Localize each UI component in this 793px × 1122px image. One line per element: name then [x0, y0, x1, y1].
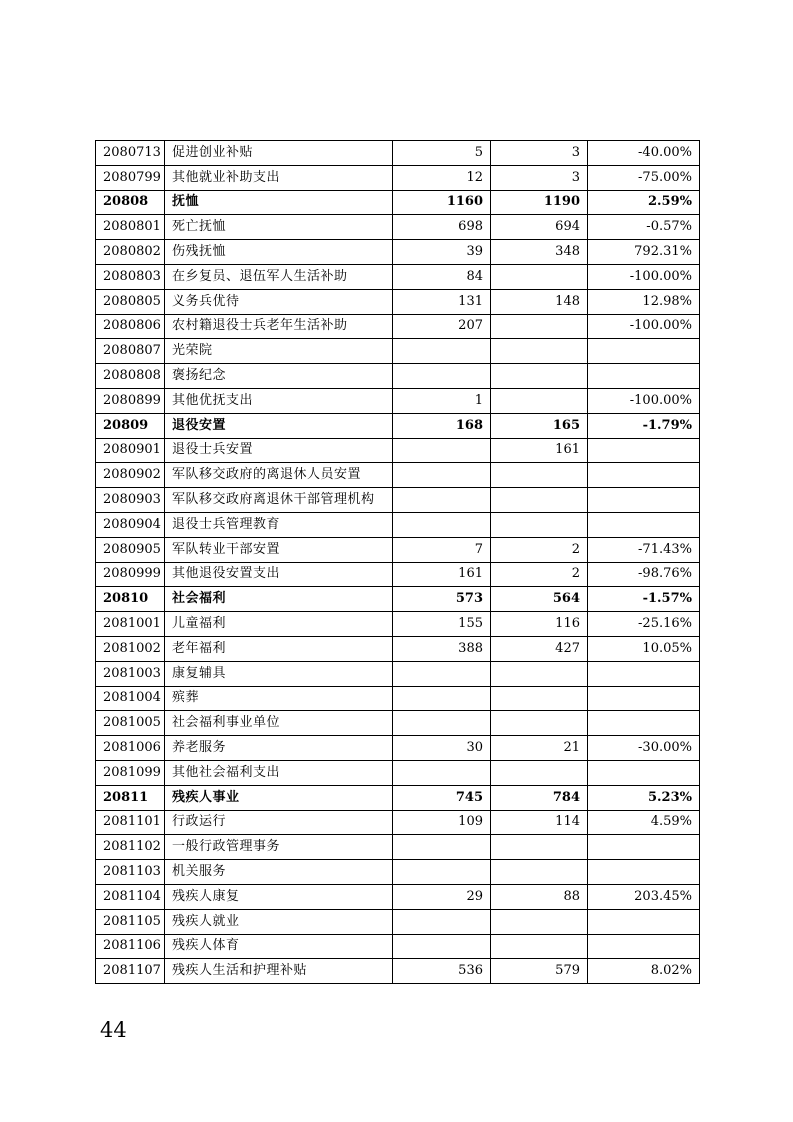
current-value-cell	[491, 463, 588, 488]
change-percent-cell: -1.79%	[588, 413, 700, 438]
name-cell: 养老服务	[165, 736, 393, 761]
name-cell: 残疾人体育	[165, 934, 393, 959]
current-value-cell: 21	[491, 736, 588, 761]
current-value-cell: 427	[491, 636, 588, 661]
table-row	[96, 463, 700, 488]
table-row	[96, 512, 700, 537]
prior-value-cell	[393, 860, 491, 885]
code-cell: 2080807	[96, 339, 165, 364]
code-cell: 2081106	[96, 934, 165, 959]
change-percent-cell	[588, 488, 700, 513]
change-percent-cell: 203.45%	[588, 884, 700, 909]
code-cell: 2081003	[96, 661, 165, 686]
table-row	[96, 364, 700, 389]
name-cell: 光荣院	[165, 339, 393, 364]
change-percent-cell: -98.76%	[588, 562, 700, 587]
name-cell: 残疾人生活和护理补贴	[165, 959, 393, 984]
name-cell: 儿童福利	[165, 612, 393, 637]
name-cell: 军队移交政府离退休干部管理机构	[165, 488, 393, 513]
prior-value-cell: 536	[393, 959, 491, 984]
change-percent-cell: 792.31%	[588, 240, 700, 265]
change-percent-cell: 8.02%	[588, 959, 700, 984]
table-row	[96, 686, 700, 711]
change-percent-cell: -40.00%	[588, 141, 700, 166]
name-cell: 退役士兵管理教育	[165, 512, 393, 537]
name-cell: 其他社会福利支出	[165, 760, 393, 785]
current-value-cell	[491, 760, 588, 785]
change-percent-cell	[588, 860, 700, 885]
current-value-cell: 2	[491, 537, 588, 562]
change-percent-cell: -75.00%	[588, 165, 700, 190]
prior-value-cell: 84	[393, 264, 491, 289]
code-cell: 20808	[96, 190, 165, 215]
name-cell: 死亡抚恤	[165, 215, 393, 240]
name-cell: 殡葬	[165, 686, 393, 711]
current-value-cell	[491, 860, 588, 885]
table-row	[96, 314, 700, 339]
code-cell: 2080806	[96, 314, 165, 339]
change-percent-cell: -100.00%	[588, 314, 700, 339]
code-cell: 20810	[96, 587, 165, 612]
current-value-cell	[491, 388, 588, 413]
change-percent-cell: -100.00%	[588, 388, 700, 413]
prior-value-cell: 30	[393, 736, 491, 761]
change-percent-cell: -30.00%	[588, 736, 700, 761]
current-value-cell	[491, 835, 588, 860]
page-number: 44	[100, 1018, 127, 1042]
current-value-cell: 694	[491, 215, 588, 240]
code-cell: 2081005	[96, 711, 165, 736]
prior-value-cell	[393, 661, 491, 686]
table-row	[96, 165, 700, 190]
category-row	[96, 413, 700, 438]
prior-value-cell: 207	[393, 314, 491, 339]
change-percent-cell	[588, 364, 700, 389]
code-cell: 2080901	[96, 438, 165, 463]
change-percent-cell	[588, 711, 700, 736]
change-percent-cell	[588, 438, 700, 463]
prior-value-cell: 29	[393, 884, 491, 909]
code-cell: 2081101	[96, 810, 165, 835]
current-value-cell: 3	[491, 165, 588, 190]
table-row	[96, 959, 700, 984]
current-value-cell: 114	[491, 810, 588, 835]
code-cell: 2080802	[96, 240, 165, 265]
name-cell: 褒扬纪念	[165, 364, 393, 389]
prior-value-cell	[393, 488, 491, 513]
change-percent-cell: 12.98%	[588, 289, 700, 314]
code-cell: 20809	[96, 413, 165, 438]
prior-value-cell: 573	[393, 587, 491, 612]
prior-value-cell	[393, 686, 491, 711]
name-cell: 一般行政管理事务	[165, 835, 393, 860]
name-cell: 军队移交政府的离退休人员安置	[165, 463, 393, 488]
prior-value-cell	[393, 760, 491, 785]
current-value-cell: 3	[491, 141, 588, 166]
current-value-cell	[491, 686, 588, 711]
table-row	[96, 264, 700, 289]
category-row	[96, 785, 700, 810]
name-cell: 义务兵优待	[165, 289, 393, 314]
current-value-cell	[491, 711, 588, 736]
change-percent-cell: -71.43%	[588, 537, 700, 562]
change-percent-cell	[588, 686, 700, 711]
change-percent-cell: 2.59%	[588, 190, 700, 215]
change-percent-cell: 4.59%	[588, 810, 700, 835]
current-value-cell	[491, 314, 588, 339]
current-value-cell	[491, 661, 588, 686]
name-cell: 老年福利	[165, 636, 393, 661]
code-cell: 2081105	[96, 909, 165, 934]
current-value-cell: 116	[491, 612, 588, 637]
table-row	[96, 934, 700, 959]
table-row	[96, 636, 700, 661]
prior-value-cell	[393, 711, 491, 736]
category-row	[96, 190, 700, 215]
current-value-cell: 348	[491, 240, 588, 265]
change-percent-cell	[588, 661, 700, 686]
table-row	[96, 537, 700, 562]
current-value-cell: 579	[491, 959, 588, 984]
table-row	[96, 289, 700, 314]
code-cell: 2081103	[96, 860, 165, 885]
name-cell: 残疾人就业	[165, 909, 393, 934]
current-value-cell	[491, 264, 588, 289]
current-value-cell	[491, 909, 588, 934]
change-percent-cell	[588, 339, 700, 364]
name-cell: 其他退役安置支出	[165, 562, 393, 587]
current-value-cell: 88	[491, 884, 588, 909]
prior-value-cell	[393, 339, 491, 364]
category-row	[96, 587, 700, 612]
change-percent-cell: -25.16%	[588, 612, 700, 637]
prior-value-cell: 388	[393, 636, 491, 661]
table-row	[96, 240, 700, 265]
prior-value-cell: 155	[393, 612, 491, 637]
name-cell: 社会福利	[165, 587, 393, 612]
change-percent-cell	[588, 512, 700, 537]
table-row	[96, 562, 700, 587]
current-value-cell	[491, 934, 588, 959]
table-row	[96, 736, 700, 761]
prior-value-cell	[393, 463, 491, 488]
code-cell: 2080801	[96, 215, 165, 240]
name-cell: 抚恤	[165, 190, 393, 215]
prior-value-cell	[393, 364, 491, 389]
prior-value-cell: 1	[393, 388, 491, 413]
change-percent-cell: 5.23%	[588, 785, 700, 810]
prior-value-cell: 39	[393, 240, 491, 265]
prior-value-cell: 131	[393, 289, 491, 314]
prior-value-cell: 1160	[393, 190, 491, 215]
change-percent-cell: -0.57%	[588, 215, 700, 240]
current-value-cell	[491, 364, 588, 389]
current-value-cell: 1190	[491, 190, 588, 215]
name-cell: 机关服务	[165, 860, 393, 885]
code-cell: 2080903	[96, 488, 165, 513]
table-row	[96, 215, 700, 240]
table-row	[96, 388, 700, 413]
name-cell: 退役士兵安置	[165, 438, 393, 463]
code-cell: 2080803	[96, 264, 165, 289]
code-cell: 2080902	[96, 463, 165, 488]
prior-value-cell: 161	[393, 562, 491, 587]
budget-table-body	[96, 141, 700, 984]
current-value-cell: 2	[491, 562, 588, 587]
table-row	[96, 760, 700, 785]
code-cell: 2080808	[96, 364, 165, 389]
change-percent-cell	[588, 835, 700, 860]
code-cell: 2081099	[96, 760, 165, 785]
prior-value-cell: 12	[393, 165, 491, 190]
change-percent-cell	[588, 909, 700, 934]
code-cell: 2081004	[96, 686, 165, 711]
current-value-cell: 148	[491, 289, 588, 314]
current-value-cell: 161	[491, 438, 588, 463]
prior-value-cell	[393, 835, 491, 860]
change-percent-cell: 10.05%	[588, 636, 700, 661]
table-row	[96, 884, 700, 909]
current-value-cell	[491, 512, 588, 537]
table-row	[96, 141, 700, 166]
code-cell: 2081102	[96, 835, 165, 860]
name-cell: 伤残抚恤	[165, 240, 393, 265]
table-row	[96, 810, 700, 835]
code-cell: 2080899	[96, 388, 165, 413]
code-cell: 2081002	[96, 636, 165, 661]
prior-value-cell	[393, 909, 491, 934]
code-cell: 2081104	[96, 884, 165, 909]
change-percent-cell: -100.00%	[588, 264, 700, 289]
name-cell: 军队转业干部安置	[165, 537, 393, 562]
table-row	[96, 860, 700, 885]
prior-value-cell: 745	[393, 785, 491, 810]
change-percent-cell	[588, 934, 700, 959]
table-row	[96, 438, 700, 463]
current-value-cell: 784	[491, 785, 588, 810]
code-cell: 2081107	[96, 959, 165, 984]
table-row	[96, 339, 700, 364]
table-row	[96, 612, 700, 637]
code-cell: 20811	[96, 785, 165, 810]
prior-value-cell: 698	[393, 215, 491, 240]
name-cell: 残疾人事业	[165, 785, 393, 810]
prior-value-cell: 109	[393, 810, 491, 835]
table-row	[96, 488, 700, 513]
change-percent-cell	[588, 760, 700, 785]
prior-value-cell	[393, 438, 491, 463]
code-cell: 2080713	[96, 141, 165, 166]
name-cell: 社会福利事业单位	[165, 711, 393, 736]
table-row	[96, 711, 700, 736]
prior-value-cell: 168	[393, 413, 491, 438]
table-row	[96, 661, 700, 686]
code-cell: 2080799	[96, 165, 165, 190]
name-cell: 行政运行	[165, 810, 393, 835]
code-cell: 2080904	[96, 512, 165, 537]
code-cell: 2080999	[96, 562, 165, 587]
current-value-cell	[491, 488, 588, 513]
name-cell: 康复辅具	[165, 661, 393, 686]
code-cell: 2080905	[96, 537, 165, 562]
name-cell: 农村籍退役士兵老年生活补助	[165, 314, 393, 339]
prior-value-cell: 7	[393, 537, 491, 562]
prior-value-cell	[393, 934, 491, 959]
current-value-cell	[491, 339, 588, 364]
name-cell: 其他优抚支出	[165, 388, 393, 413]
prior-value-cell: 5	[393, 141, 491, 166]
current-value-cell: 165	[491, 413, 588, 438]
table-row	[96, 835, 700, 860]
name-cell: 促进创业补贴	[165, 141, 393, 166]
budget-table	[95, 140, 700, 984]
code-cell: 2080805	[96, 289, 165, 314]
current-value-cell: 564	[491, 587, 588, 612]
code-cell: 2081001	[96, 612, 165, 637]
change-percent-cell: -1.57%	[588, 587, 700, 612]
code-cell: 2081006	[96, 736, 165, 761]
name-cell: 残疾人康复	[165, 884, 393, 909]
name-cell: 其他就业补助支出	[165, 165, 393, 190]
prior-value-cell	[393, 512, 491, 537]
name-cell: 退役安置	[165, 413, 393, 438]
change-percent-cell	[588, 463, 700, 488]
table-row	[96, 909, 700, 934]
name-cell: 在乡复员、退伍军人生活补助	[165, 264, 393, 289]
